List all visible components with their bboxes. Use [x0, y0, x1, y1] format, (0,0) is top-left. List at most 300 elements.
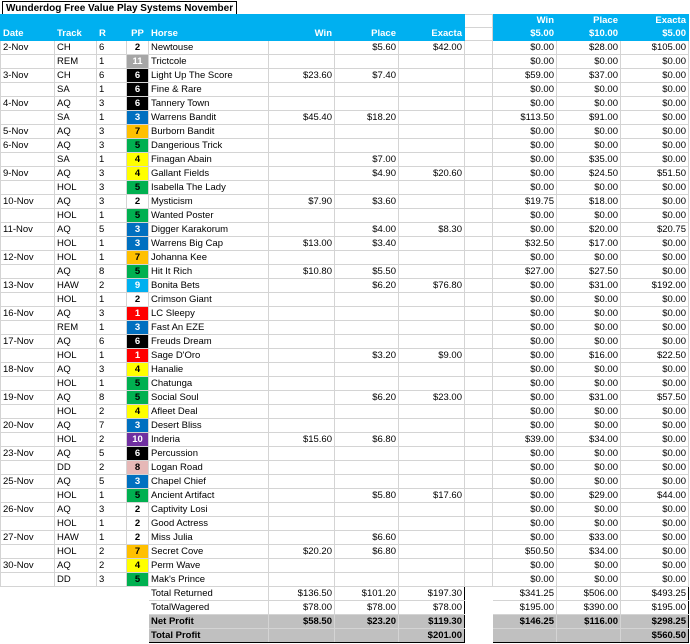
horse-cell[interactable]: Hanalie	[149, 363, 269, 377]
track-cell[interactable]: AQ	[55, 503, 97, 517]
header-horse[interactable]: Horse	[149, 28, 269, 41]
place-payout-cell[interactable]	[335, 97, 399, 111]
horse-cell[interactable]: Good Actress	[149, 517, 269, 531]
win-payout-cell[interactable]	[269, 307, 335, 321]
horse-cell[interactable]: Isabella The Lady	[149, 181, 269, 195]
exacta-payout-cell[interactable]	[399, 377, 465, 391]
exacta5-return-cell[interactable]: $0.00	[621, 503, 689, 517]
horse-cell[interactable]: Digger Karakorum	[149, 223, 269, 237]
win5-return-cell[interactable]: $0.00	[493, 475, 557, 489]
win5-return-cell[interactable]: $0.00	[493, 293, 557, 307]
win-payout-cell[interactable]: $20.20	[269, 545, 335, 559]
horse-cell[interactable]: Sage D'Oro	[149, 349, 269, 363]
win5-return-cell[interactable]: $0.00	[493, 97, 557, 111]
horse-cell[interactable]: Miss Julia	[149, 531, 269, 545]
date-cell[interactable]: 18-Nov	[1, 363, 55, 377]
win5-return-cell[interactable]: $0.00	[493, 517, 557, 531]
summary-place[interactable]: $23.20	[335, 615, 399, 629]
place10-return-cell[interactable]: $29.00	[557, 489, 621, 503]
exacta-payout-cell[interactable]	[399, 559, 465, 573]
exacta-payout-cell[interactable]	[399, 531, 465, 545]
exacta5-return-cell[interactable]: $0.00	[621, 475, 689, 489]
race-cell[interactable]: 2	[97, 461, 127, 475]
exacta5-return-cell[interactable]: $0.00	[621, 55, 689, 69]
place-payout-cell[interactable]	[335, 139, 399, 153]
exacta5-return-cell[interactable]: $0.00	[621, 237, 689, 251]
exacta5-return-cell[interactable]: $0.00	[621, 125, 689, 139]
post-position-cell[interactable]: 1	[127, 307, 149, 321]
post-position-cell[interactable]: 4	[127, 559, 149, 573]
horse-cell[interactable]: Mak's Prince	[149, 573, 269, 587]
win-payout-cell[interactable]	[269, 167, 335, 181]
win5-return-cell[interactable]: $39.00	[493, 433, 557, 447]
horse-cell[interactable]: Johanna Kee	[149, 251, 269, 265]
total-profit-label[interactable]: Total Profit	[149, 629, 269, 643]
date-cell[interactable]: 23-Nov	[1, 447, 55, 461]
exacta-payout-cell[interactable]	[399, 545, 465, 559]
post-position-cell[interactable]: 3	[127, 475, 149, 489]
win5-return-cell[interactable]: $0.00	[493, 489, 557, 503]
exacta5-return-cell[interactable]: $20.75	[621, 223, 689, 237]
win5-return-cell[interactable]: $0.00	[493, 377, 557, 391]
exacta-payout-cell[interactable]	[399, 335, 465, 349]
race-cell[interactable]: 6	[97, 335, 127, 349]
place10-return-cell[interactable]: $0.00	[557, 573, 621, 587]
summary-place10[interactable]: $116.00	[557, 615, 621, 629]
date-cell[interactable]	[1, 545, 55, 559]
header-pp[interactable]: PP	[127, 28, 149, 41]
exacta-payout-cell[interactable]: $17.60	[399, 489, 465, 503]
post-position-cell[interactable]: 2	[127, 195, 149, 209]
win5-return-cell[interactable]: $0.00	[493, 41, 557, 55]
place-payout-cell[interactable]: $3.20	[335, 349, 399, 363]
place-payout-cell[interactable]	[335, 447, 399, 461]
win-payout-cell[interactable]: $13.00	[269, 237, 335, 251]
race-cell[interactable]: 8	[97, 391, 127, 405]
race-cell[interactable]: 1	[97, 349, 127, 363]
date-cell[interactable]: 16-Nov	[1, 307, 55, 321]
win5-return-cell[interactable]: $0.00	[493, 391, 557, 405]
post-position-cell[interactable]: 2	[127, 41, 149, 55]
header-exacta5-line2[interactable]: $5.00	[621, 28, 689, 41]
exacta-payout-cell[interactable]	[399, 573, 465, 587]
place10-return-cell[interactable]: $37.00	[557, 69, 621, 83]
race-cell[interactable]: 3	[97, 139, 127, 153]
exacta5-return-cell[interactable]: $0.00	[621, 461, 689, 475]
horse-cell[interactable]: LC Sleepy	[149, 307, 269, 321]
win-payout-cell[interactable]	[269, 531, 335, 545]
exacta5-return-cell[interactable]: $0.00	[621, 573, 689, 587]
post-position-cell[interactable]: 4	[127, 167, 149, 181]
track-cell[interactable]: AQ	[55, 167, 97, 181]
summary-win5[interactable]: $195.00	[493, 601, 557, 615]
win-payout-cell[interactable]	[269, 293, 335, 307]
post-position-cell[interactable]: 5	[127, 377, 149, 391]
exacta-payout-cell[interactable]	[399, 433, 465, 447]
track-cell[interactable]: HOL	[55, 405, 97, 419]
horse-cell[interactable]: Warrens Bandit	[149, 111, 269, 125]
win5-return-cell[interactable]: $0.00	[493, 335, 557, 349]
win5-return-cell[interactable]: $0.00	[493, 321, 557, 335]
win-payout-cell[interactable]	[269, 363, 335, 377]
place-payout-cell[interactable]	[335, 377, 399, 391]
post-position-cell[interactable]: 7	[127, 125, 149, 139]
win-payout-cell[interactable]	[269, 209, 335, 223]
exacta5-return-cell[interactable]: $0.00	[621, 335, 689, 349]
win5-return-cell[interactable]: $0.00	[493, 209, 557, 223]
place-payout-cell[interactable]	[335, 209, 399, 223]
place-payout-cell[interactable]	[335, 83, 399, 97]
horse-cell[interactable]: Social Soul	[149, 391, 269, 405]
win5-return-cell[interactable]: $0.00	[493, 55, 557, 69]
date-cell[interactable]: 11-Nov	[1, 223, 55, 237]
summary-label[interactable]: Net Profit	[149, 615, 269, 629]
win-payout-cell[interactable]	[269, 153, 335, 167]
place-payout-cell[interactable]: $5.80	[335, 489, 399, 503]
exacta-payout-cell[interactable]	[399, 153, 465, 167]
horse-cell[interactable]: Captivity Losi	[149, 503, 269, 517]
summary-win[interactable]: $136.50	[269, 587, 335, 601]
win-payout-cell[interactable]	[269, 559, 335, 573]
exacta-payout-cell[interactable]	[399, 111, 465, 125]
date-cell[interactable]: 20-Nov	[1, 419, 55, 433]
place10-return-cell[interactable]: $0.00	[557, 293, 621, 307]
exacta-payout-cell[interactable]: $76.80	[399, 279, 465, 293]
win-payout-cell[interactable]	[269, 139, 335, 153]
date-cell[interactable]: 12-Nov	[1, 251, 55, 265]
date-cell[interactable]	[1, 55, 55, 69]
win5-return-cell[interactable]: $0.00	[493, 531, 557, 545]
place-payout-cell[interactable]	[335, 307, 399, 321]
post-position-cell[interactable]: 4	[127, 153, 149, 167]
summary-win5[interactable]: $341.25	[493, 587, 557, 601]
horse-cell[interactable]: Crimson Giant	[149, 293, 269, 307]
summary-exacta[interactable]: $197.30	[399, 587, 465, 601]
win5-return-cell[interactable]: $0.00	[493, 279, 557, 293]
win-payout-cell[interactable]	[269, 573, 335, 587]
win5-return-cell[interactable]: $19.75	[493, 195, 557, 209]
track-cell[interactable]: AQ	[55, 447, 97, 461]
race-cell[interactable]: 1	[97, 489, 127, 503]
exacta5-return-cell[interactable]: $0.00	[621, 405, 689, 419]
post-position-cell[interactable]: 6	[127, 97, 149, 111]
race-cell[interactable]: 1	[97, 321, 127, 335]
exacta5-return-cell[interactable]: $0.00	[621, 559, 689, 573]
exacta-payout-cell[interactable]: $23.00	[399, 391, 465, 405]
post-position-cell[interactable]: 5	[127, 181, 149, 195]
post-position-cell[interactable]: 5	[127, 489, 149, 503]
exacta5-return-cell[interactable]: $0.00	[621, 419, 689, 433]
track-cell[interactable]: AQ	[55, 335, 97, 349]
place10-return-cell[interactable]: $0.00	[557, 461, 621, 475]
post-position-cell[interactable]: 5	[127, 391, 149, 405]
post-position-cell[interactable]: 2	[127, 293, 149, 307]
win-payout-cell[interactable]	[269, 503, 335, 517]
exacta-payout-cell[interactable]	[399, 237, 465, 251]
track-cell[interactable]: HOL	[55, 433, 97, 447]
horse-cell[interactable]: Perm Wave	[149, 559, 269, 573]
exacta5-return-cell[interactable]: $0.00	[621, 321, 689, 335]
exacta5-return-cell[interactable]: $105.00	[621, 41, 689, 55]
exacta5-return-cell[interactable]: $22.50	[621, 349, 689, 363]
header-track[interactable]: Track	[55, 28, 97, 41]
win-payout-cell[interactable]	[269, 97, 335, 111]
win5-return-cell[interactable]: $113.50	[493, 111, 557, 125]
date-cell[interactable]	[1, 573, 55, 587]
exacta-payout-cell[interactable]	[399, 321, 465, 335]
place10-return-cell[interactable]: $0.00	[557, 503, 621, 517]
horse-cell[interactable]: Finagan Abain	[149, 153, 269, 167]
win-payout-cell[interactable]: $15.60	[269, 433, 335, 447]
track-cell[interactable]: HOL	[55, 517, 97, 531]
place-payout-cell[interactable]: $3.40	[335, 237, 399, 251]
summary-exacta[interactable]: $78.00	[399, 601, 465, 615]
exacta-payout-cell[interactable]	[399, 209, 465, 223]
race-cell[interactable]: 8	[97, 265, 127, 279]
post-position-cell[interactable]: 7	[127, 545, 149, 559]
exacta-payout-cell[interactable]	[399, 181, 465, 195]
win5-return-cell[interactable]: $0.00	[493, 153, 557, 167]
track-cell[interactable]: CH	[55, 41, 97, 55]
win5-return-cell[interactable]: $27.00	[493, 265, 557, 279]
place10-return-cell[interactable]: $0.00	[557, 139, 621, 153]
exacta5-return-cell[interactable]: $51.50	[621, 167, 689, 181]
win-payout-cell[interactable]	[269, 391, 335, 405]
win-payout-cell[interactable]	[269, 321, 335, 335]
win5-return-cell[interactable]: $0.00	[493, 461, 557, 475]
horse-cell[interactable]: Gallant Fields	[149, 167, 269, 181]
date-cell[interactable]: 10-Nov	[1, 195, 55, 209]
header-place10-line1[interactable]: Place	[557, 15, 621, 28]
place-payout-cell[interactable]	[335, 503, 399, 517]
race-cell[interactable]: 1	[97, 251, 127, 265]
place-payout-cell[interactable]	[335, 475, 399, 489]
win-payout-cell[interactable]: $23.60	[269, 69, 335, 83]
track-cell[interactable]: AQ	[55, 223, 97, 237]
place-payout-cell[interactable]	[335, 405, 399, 419]
place10-return-cell[interactable]: $28.00	[557, 41, 621, 55]
exacta5-return-cell[interactable]: $0.00	[621, 377, 689, 391]
summary-place10[interactable]: $390.00	[557, 601, 621, 615]
place10-return-cell[interactable]: $0.00	[557, 307, 621, 321]
race-cell[interactable]: 1	[97, 153, 127, 167]
place10-return-cell[interactable]: $0.00	[557, 251, 621, 265]
win-payout-cell[interactable]	[269, 55, 335, 69]
place10-return-cell[interactable]: $34.00	[557, 545, 621, 559]
win5-return-cell[interactable]: $0.00	[493, 559, 557, 573]
place-payout-cell[interactable]	[335, 517, 399, 531]
summary-exacta5[interactable]: $298.25	[621, 615, 689, 629]
exacta5-return-cell[interactable]: $0.00	[621, 265, 689, 279]
place-payout-cell[interactable]: $5.60	[335, 41, 399, 55]
date-cell[interactable]	[1, 153, 55, 167]
race-cell[interactable]: 5	[97, 475, 127, 489]
date-cell[interactable]: 17-Nov	[1, 335, 55, 349]
place10-return-cell[interactable]: $0.00	[557, 447, 621, 461]
date-cell[interactable]	[1, 517, 55, 531]
date-cell[interactable]	[1, 405, 55, 419]
win-payout-cell[interactable]	[269, 125, 335, 139]
exacta5-return-cell[interactable]: $0.00	[621, 545, 689, 559]
track-cell[interactable]: HOL	[55, 209, 97, 223]
exacta-payout-cell[interactable]	[399, 69, 465, 83]
place10-return-cell[interactable]: $0.00	[557, 181, 621, 195]
exacta5-return-cell[interactable]: $0.00	[621, 69, 689, 83]
win-payout-cell[interactable]	[269, 517, 335, 531]
exacta5-return-cell[interactable]: $0.00	[621, 139, 689, 153]
exacta-payout-cell[interactable]	[399, 405, 465, 419]
exacta-payout-cell[interactable]	[399, 195, 465, 209]
header-place10-line2[interactable]: $10.00	[557, 28, 621, 41]
place10-return-cell[interactable]: $20.00	[557, 223, 621, 237]
exacta-payout-cell[interactable]	[399, 83, 465, 97]
track-cell[interactable]: SA	[55, 153, 97, 167]
exacta-payout-cell[interactable]: $8.30	[399, 223, 465, 237]
header-win5-line1[interactable]: Win	[493, 15, 557, 28]
win5-return-cell[interactable]: $0.00	[493, 307, 557, 321]
date-cell[interactable]	[1, 461, 55, 475]
place-payout-cell[interactable]: $4.90	[335, 167, 399, 181]
exacta5-return-cell[interactable]: $44.00	[621, 489, 689, 503]
win-payout-cell[interactable]: $45.40	[269, 111, 335, 125]
place-payout-cell[interactable]	[335, 419, 399, 433]
post-position-cell[interactable]: 6	[127, 447, 149, 461]
post-position-cell[interactable]: 2	[127, 517, 149, 531]
date-cell[interactable]	[1, 293, 55, 307]
win-payout-cell[interactable]	[269, 335, 335, 349]
win-payout-cell[interactable]	[269, 377, 335, 391]
horse-cell[interactable]: Light Up The Score	[149, 69, 269, 83]
track-cell[interactable]: AQ	[55, 265, 97, 279]
track-cell[interactable]: AQ	[55, 363, 97, 377]
place10-return-cell[interactable]: $0.00	[557, 83, 621, 97]
exacta-payout-cell[interactable]	[399, 55, 465, 69]
win5-return-cell[interactable]: $0.00	[493, 419, 557, 433]
race-cell[interactable]: 6	[97, 69, 127, 83]
exacta-payout-cell[interactable]	[399, 475, 465, 489]
track-cell[interactable]: HOL	[55, 489, 97, 503]
win5-return-cell[interactable]: $0.00	[493, 447, 557, 461]
date-cell[interactable]	[1, 265, 55, 279]
exacta5-return-cell[interactable]: $0.00	[621, 83, 689, 97]
track-cell[interactable]: AQ	[55, 307, 97, 321]
place10-return-cell[interactable]: $31.00	[557, 391, 621, 405]
place-payout-cell[interactable]: $4.00	[335, 223, 399, 237]
track-cell[interactable]: AQ	[55, 125, 97, 139]
win5-return-cell[interactable]: $0.00	[493, 251, 557, 265]
place-payout-cell[interactable]	[335, 461, 399, 475]
race-cell[interactable]: 1	[97, 293, 127, 307]
exacta5-return-cell[interactable]: $0.00	[621, 447, 689, 461]
race-cell[interactable]: 1	[97, 237, 127, 251]
horse-cell[interactable]: Mysticism	[149, 195, 269, 209]
place-payout-cell[interactable]: $18.20	[335, 111, 399, 125]
date-cell[interactable]: 30-Nov	[1, 559, 55, 573]
race-cell[interactable]: 2	[97, 279, 127, 293]
post-position-cell[interactable]: 2	[127, 531, 149, 545]
place-payout-cell[interactable]	[335, 251, 399, 265]
exacta-payout-cell[interactable]	[399, 97, 465, 111]
win5-return-cell[interactable]: $0.00	[493, 573, 557, 587]
place10-return-cell[interactable]: $0.00	[557, 419, 621, 433]
summary-exacta[interactable]: $119.30	[399, 615, 465, 629]
exacta5-return-cell[interactable]: $0.00	[621, 307, 689, 321]
exacta-payout-cell[interactable]: $20.60	[399, 167, 465, 181]
exacta-payout-cell[interactable]	[399, 363, 465, 377]
total-profit-exacta[interactable]: $201.00	[399, 629, 465, 643]
win-payout-cell[interactable]	[269, 279, 335, 293]
header-win[interactable]: Win	[269, 28, 335, 41]
track-cell[interactable]: DD	[55, 573, 97, 587]
exacta-payout-cell[interactable]	[399, 461, 465, 475]
post-position-cell[interactable]: 4	[127, 363, 149, 377]
post-position-cell[interactable]: 5	[127, 573, 149, 587]
post-position-cell[interactable]: 6	[127, 69, 149, 83]
race-cell[interactable]: 1	[97, 377, 127, 391]
track-cell[interactable]: HAW	[55, 279, 97, 293]
win-payout-cell[interactable]	[269, 41, 335, 55]
place10-return-cell[interactable]: $18.00	[557, 195, 621, 209]
horse-cell[interactable]: Logan Road	[149, 461, 269, 475]
post-position-cell[interactable]: 3	[127, 111, 149, 125]
track-cell[interactable]: HOL	[55, 293, 97, 307]
win-payout-cell[interactable]	[269, 447, 335, 461]
post-position-cell[interactable]: 1	[127, 349, 149, 363]
place-payout-cell[interactable]	[335, 559, 399, 573]
date-cell[interactable]	[1, 181, 55, 195]
race-cell[interactable]: 3	[97, 167, 127, 181]
track-cell[interactable]: SA	[55, 83, 97, 97]
exacta-payout-cell[interactable]: $42.00	[399, 41, 465, 55]
exacta-payout-cell[interactable]	[399, 125, 465, 139]
exacta5-return-cell[interactable]: $0.00	[621, 111, 689, 125]
track-cell[interactable]: SA	[55, 111, 97, 125]
track-cell[interactable]: AQ	[55, 391, 97, 405]
horse-cell[interactable]: Newtouse	[149, 41, 269, 55]
place10-return-cell[interactable]: $0.00	[557, 335, 621, 349]
date-cell[interactable]: 5-Nov	[1, 125, 55, 139]
header-exacta[interactable]: Exacta	[399, 28, 465, 41]
header-race[interactable]: R	[97, 28, 127, 41]
header-win5-line2[interactable]: $5.00	[493, 28, 557, 41]
horse-cell[interactable]: Inderia	[149, 433, 269, 447]
race-cell[interactable]: 1	[97, 55, 127, 69]
exacta-payout-cell[interactable]	[399, 419, 465, 433]
place10-return-cell[interactable]: $0.00	[557, 363, 621, 377]
win5-return-cell[interactable]: $0.00	[493, 223, 557, 237]
win-payout-cell[interactable]	[269, 489, 335, 503]
place-payout-cell[interactable]: $6.20	[335, 279, 399, 293]
place10-return-cell[interactable]: $27.50	[557, 265, 621, 279]
place-payout-cell[interactable]	[335, 293, 399, 307]
exacta-payout-cell[interactable]	[399, 293, 465, 307]
sheet-title[interactable]: Wunderdog Free Value Play Systems November	[2, 1, 237, 16]
win-payout-cell[interactable]	[269, 405, 335, 419]
win5-return-cell[interactable]: $0.00	[493, 181, 557, 195]
post-position-cell[interactable]: 9	[127, 279, 149, 293]
place-payout-cell[interactable]: $7.00	[335, 153, 399, 167]
horse-cell[interactable]: Fast An EZE	[149, 321, 269, 335]
place10-return-cell[interactable]: $0.00	[557, 97, 621, 111]
place10-return-cell[interactable]: $0.00	[557, 209, 621, 223]
date-cell[interactable]	[1, 349, 55, 363]
date-cell[interactable]	[1, 489, 55, 503]
place10-return-cell[interactable]: $0.00	[557, 475, 621, 489]
race-cell[interactable]: 3	[97, 195, 127, 209]
horse-cell[interactable]: Burborn Bandit	[149, 125, 269, 139]
place-payout-cell[interactable]: $7.40	[335, 69, 399, 83]
track-cell[interactable]: AQ	[55, 195, 97, 209]
